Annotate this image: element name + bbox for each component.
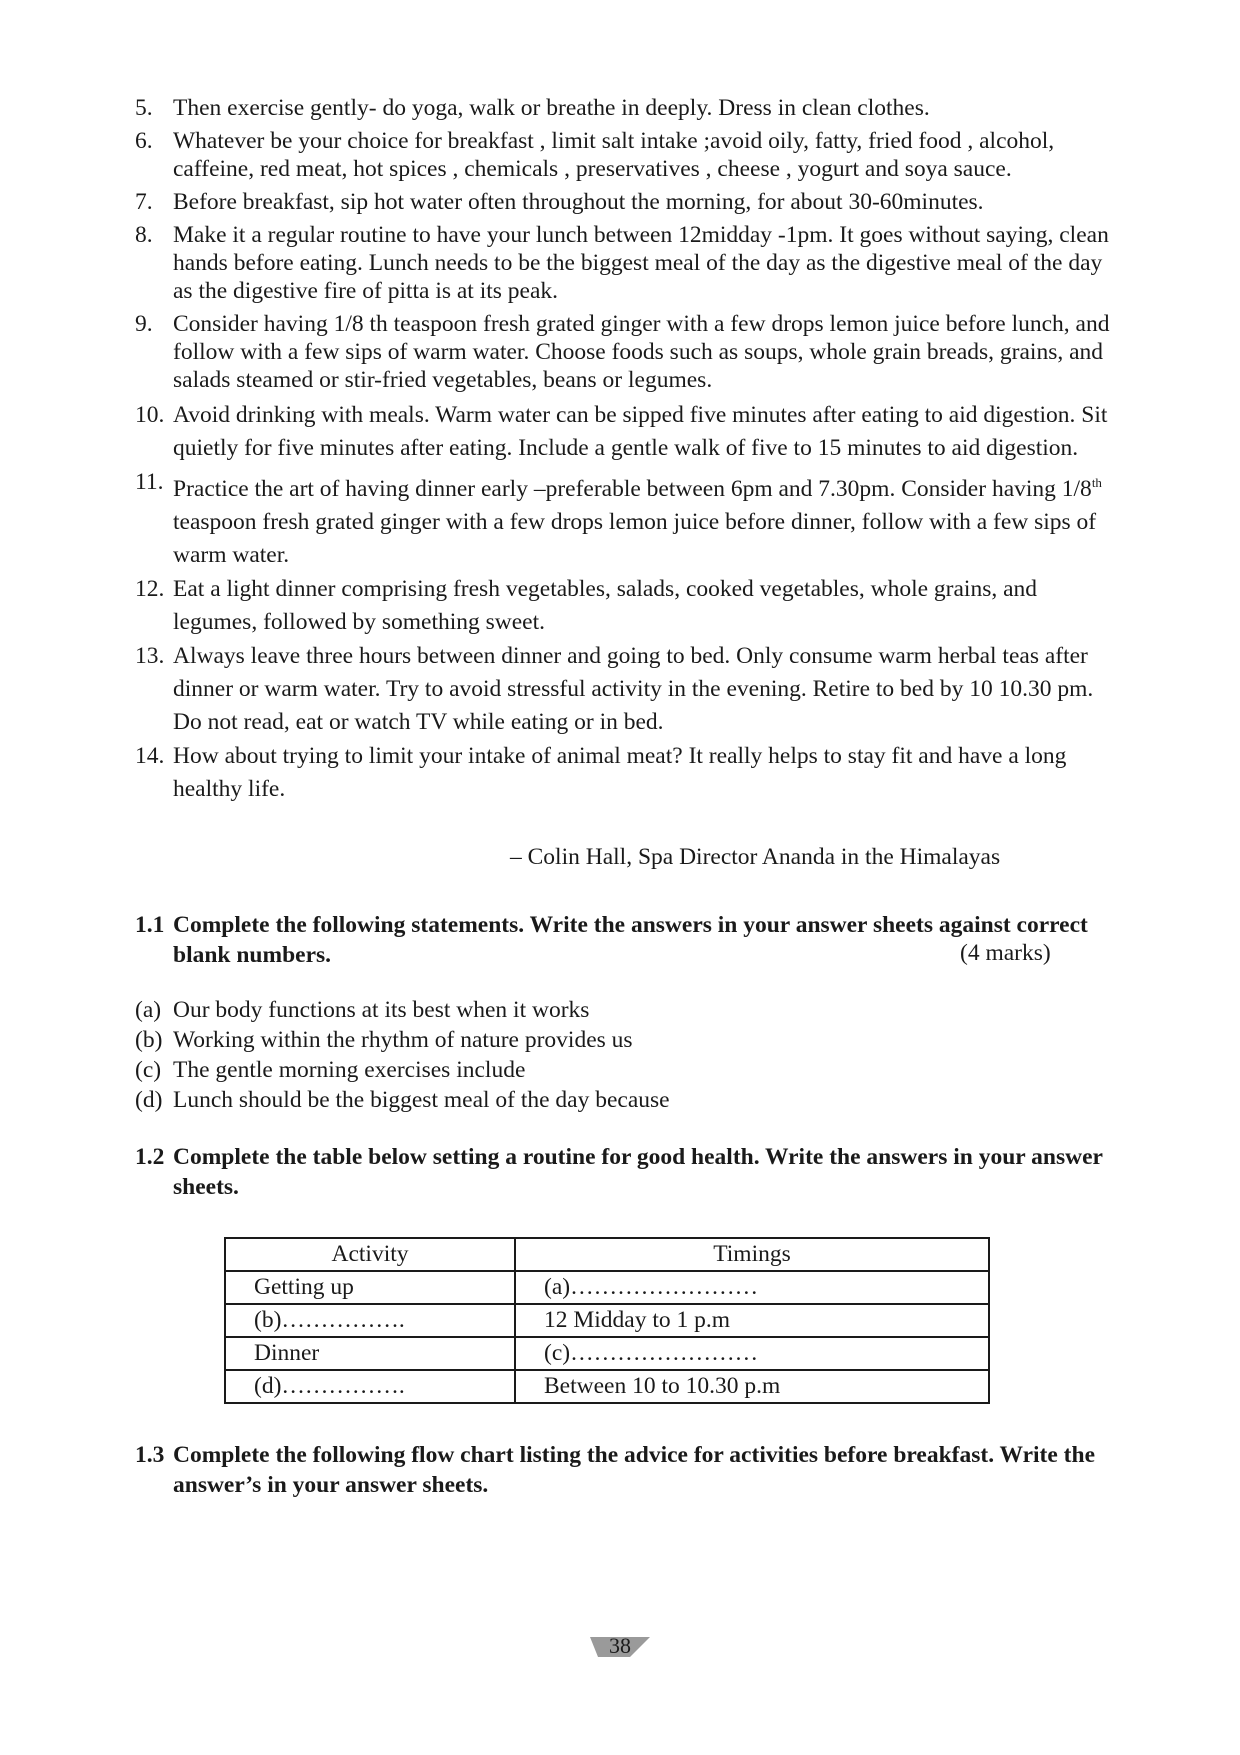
item-number: 9. bbox=[135, 311, 153, 337]
list-item bbox=[135, 221, 1115, 305]
question-text: Complete the following flow chart listing the advice for activities before breakfast. Write the answer’s in your answer sheets. bbox=[173, 1442, 1096, 1498]
statement-text: The gentle morning exercises include bbox=[173, 1057, 526, 1083]
list-item bbox=[135, 740, 1115, 806]
table-row bbox=[225, 1271, 989, 1304]
list-item bbox=[135, 94, 1115, 122]
statement-text: Lunch should be the biggest meal of the day because bbox=[173, 1087, 670, 1113]
statement-label: (d) bbox=[135, 1087, 163, 1113]
list-item bbox=[135, 640, 1115, 739]
table-cell: 12 Midday to 1 p.m bbox=[515, 1304, 989, 1337]
table-cell: Between 10 to 10.30 p.m bbox=[515, 1370, 989, 1403]
table-row bbox=[225, 1304, 989, 1337]
item-text: Whatever be your choice for breakfast , limit salt intake ;avoid oily, fatty, fried food , alcohol, caffeine, red meat, hot spices , chemicals , preservatives , cheese , yogurt and soya sauce. bbox=[173, 128, 1055, 182]
column-header-timings: Timings bbox=[515, 1238, 989, 1271]
table-header-row bbox=[225, 1238, 989, 1271]
ordinal-superscript: th bbox=[1091, 475, 1102, 490]
item-number: 6. bbox=[135, 128, 153, 154]
table-cell: (c)…………………… bbox=[515, 1337, 989, 1370]
item-number: 11. bbox=[135, 469, 164, 495]
page-number-badge bbox=[590, 1633, 652, 1659]
table-cell: (b)……………. bbox=[225, 1304, 515, 1337]
list-item bbox=[135, 466, 1115, 572]
table-cell: Getting up bbox=[225, 1271, 515, 1304]
item-number: 8. bbox=[135, 222, 153, 248]
item-number: 12. bbox=[135, 575, 165, 602]
table-row bbox=[225, 1370, 989, 1403]
statement-label: (a) bbox=[135, 997, 162, 1023]
statement-item bbox=[135, 1085, 670, 1115]
advice-list bbox=[135, 94, 1115, 807]
item-text-end: teaspoon fresh grated ginger with a few drops lemon juice before dinner, follow with a few sips of warm water. bbox=[173, 508, 1097, 568]
page-number: 38 bbox=[609, 1633, 631, 1658]
item-text: Then exercise gently- do yoga, walk or breathe in deeply. Dress in clean clothes. bbox=[173, 95, 930, 121]
item-number: 10. bbox=[135, 402, 165, 428]
attribution: – Colin Hall, Spa Director Ananda in the Himalayas bbox=[510, 844, 1001, 870]
question-number: 1.3 bbox=[135, 1442, 165, 1468]
table-row bbox=[225, 1337, 989, 1370]
item-text: Eat a light dinner comprising fresh vegetables, salads, cooked vegetables, whole grains, and legumes, followed by something sweet. bbox=[173, 575, 1038, 635]
table-cell: (a)…………………… bbox=[515, 1271, 989, 1304]
statement-label: (c) bbox=[135, 1057, 162, 1083]
statement-item bbox=[135, 995, 670, 1025]
item-text: Make it a regular routine to have your lunch between 12midday -1pm. It goes without saying, clean hands before eating. Lunch needs to be the biggest meal of the day as the digestive meal of the day as the digestive fire of pitta is at its peak. bbox=[173, 222, 1109, 304]
statement-label: (b) bbox=[135, 1027, 163, 1053]
column-header-activity: Activity bbox=[225, 1238, 515, 1271]
list-item bbox=[135, 188, 1115, 216]
list-item bbox=[135, 127, 1115, 183]
question-number: 1.2 bbox=[135, 1144, 165, 1170]
table-cell: Dinner bbox=[225, 1337, 515, 1370]
routine-table bbox=[224, 1237, 990, 1404]
item-text: Always leave three hours between dinner and going to bed. Only consume warm herbal teas after dinner or warm water. Try to avoid stressful activity in the evening. Retire to bed by 10 10.30 pm. Do not read, eat or watch TV while eating or in bed. bbox=[173, 642, 1094, 735]
list-item bbox=[135, 310, 1115, 394]
item-number: 5. bbox=[135, 95, 153, 121]
marks-label: (4 marks) bbox=[960, 940, 1051, 966]
question-text: Complete the table below setting a routine for good health. Write the answers in your answer sheets. bbox=[173, 1144, 1103, 1200]
item-number: 7. bbox=[135, 189, 153, 215]
item-text: Before breakfast, sip hot water often throughout the morning, for about 30-60minutes. bbox=[173, 189, 984, 215]
item-text: Consider having 1/8 th teaspoon fresh grated ginger with a few drops lemon juice before lunch, and follow with a few sips of warm water. Choose foods such as soups, whole grain breads, grains, and salads steamed or stir-fried vegetables, beans or legumes. bbox=[173, 311, 1110, 393]
statement-item bbox=[135, 1025, 670, 1055]
statement-text: Our body functions at its best when it works bbox=[173, 997, 590, 1023]
item-number: 13. bbox=[135, 642, 165, 669]
statements-list bbox=[135, 995, 670, 1115]
table-cell: (d)……………. bbox=[225, 1370, 515, 1403]
list-item bbox=[135, 399, 1115, 465]
question-text: Complete the following statements. Write the answers in your answer sheets against correct blank numbers. bbox=[173, 912, 1088, 968]
item-number: 14. bbox=[135, 742, 165, 769]
question-1-2 bbox=[135, 1142, 1115, 1202]
item-text: How about trying to limit your intake of animal meat? It really helps to stay fit and have a long healthy life. bbox=[173, 742, 1067, 802]
list-item bbox=[135, 573, 1115, 639]
statement-item bbox=[135, 1055, 670, 1085]
item-text: Avoid drinking with meals. Warm water can be sipped five minutes after eating to aid digestion. Sit quietly for five minutes after eating. Include a gentle walk of five to 15 minutes to aid digestion. bbox=[173, 402, 1108, 461]
question-number: 1.1 bbox=[135, 912, 165, 938]
question-1-3 bbox=[135, 1440, 1115, 1500]
statement-text: Working within the rhythm of nature provides us bbox=[173, 1027, 633, 1053]
item-text-start: Practice the art of having dinner early –preferable between 6pm and 7.30pm. Consider having 1/8 bbox=[173, 475, 1092, 502]
